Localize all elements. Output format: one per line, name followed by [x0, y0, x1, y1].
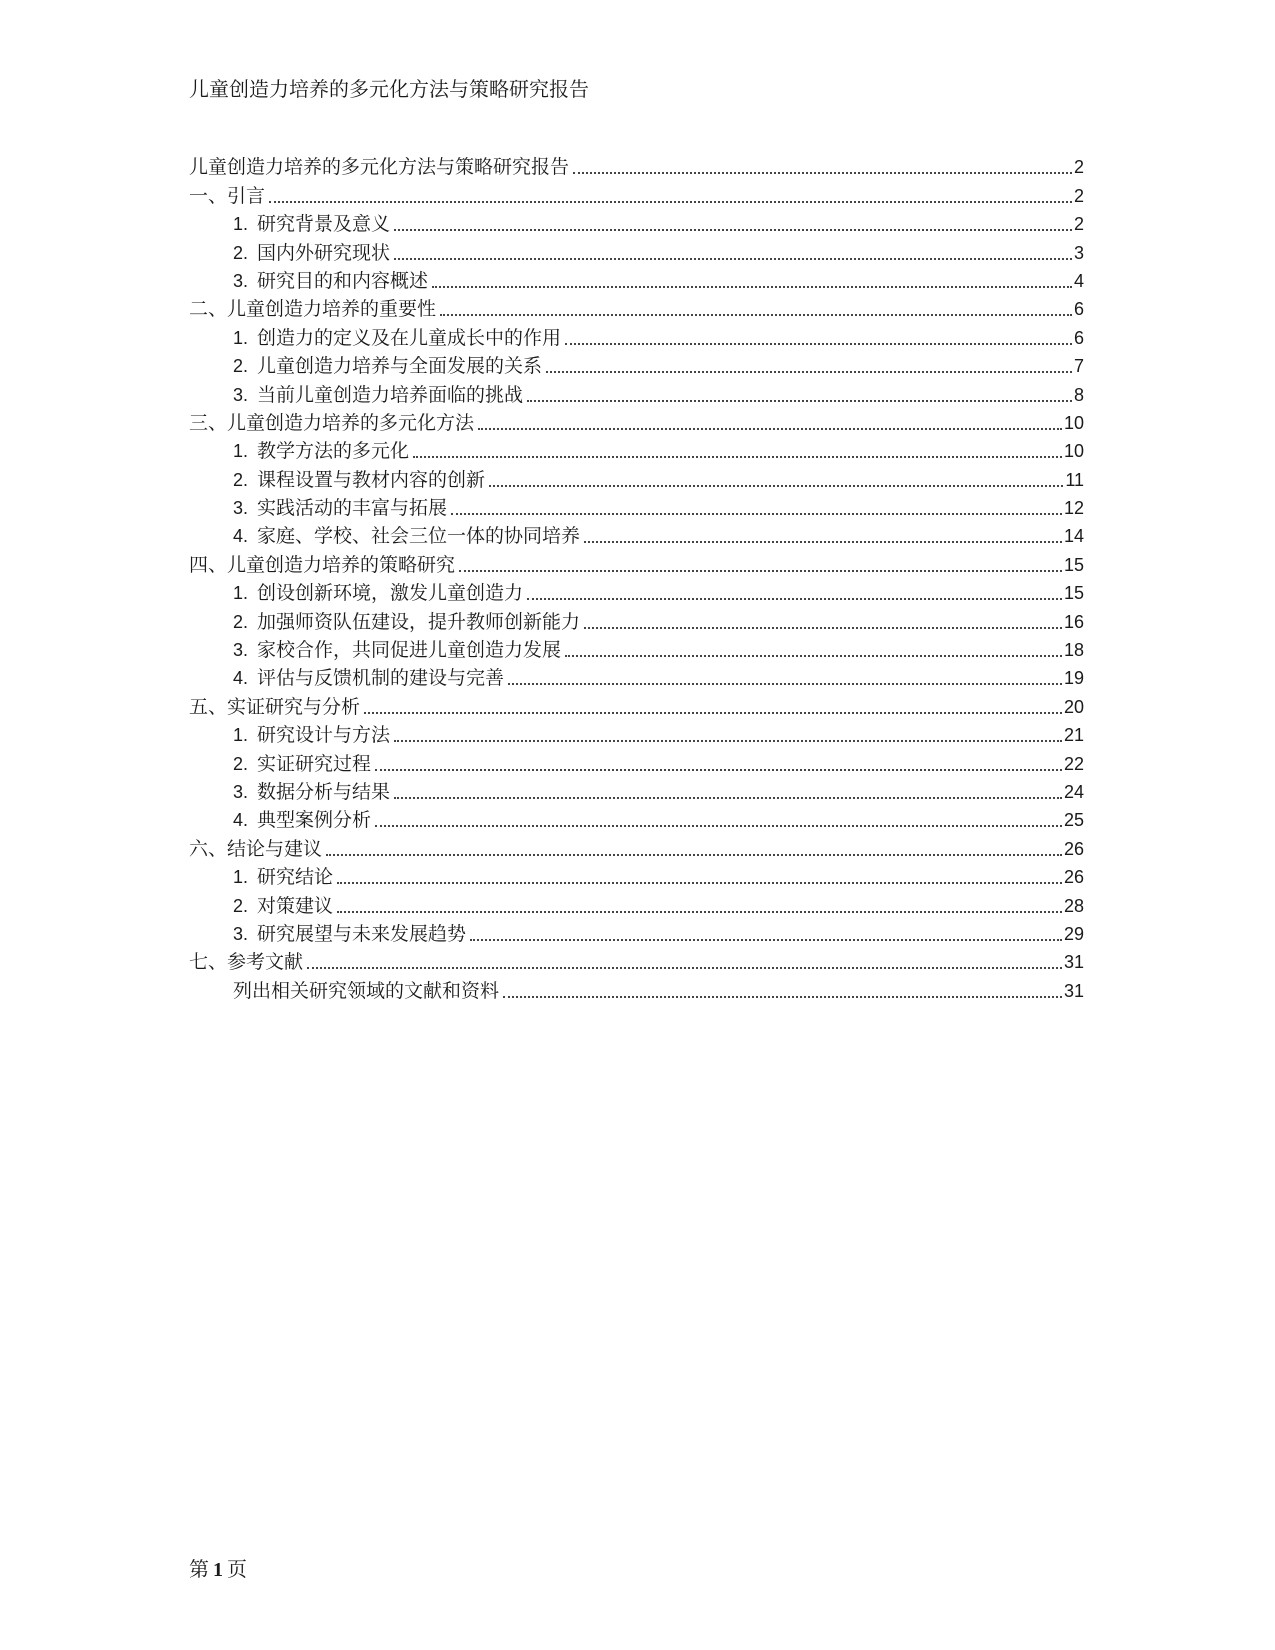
toc-entry[interactable] — [189, 578, 1084, 606]
footer-suffix: 页 — [227, 1557, 247, 1581]
toc-dot-leader — [413, 456, 1062, 458]
toc-entry[interactable] — [189, 635, 1084, 663]
toc-entry[interactable] — [189, 436, 1084, 464]
toc-dot-leader — [565, 655, 1062, 657]
toc-entry[interactable] — [189, 890, 1084, 918]
toc-entry-number: 2. — [233, 356, 249, 377]
toc-entry-number: 1. — [233, 583, 249, 604]
toc-entry-page-number: 6 — [1073, 299, 1084, 320]
toc-entry-page-number: 21 — [1063, 725, 1084, 746]
toc-entry-title: 家庭、学校、社会三位一体的协同培养 — [257, 525, 581, 548]
toc-dot-leader — [503, 996, 1062, 998]
toc-entry-title: 研究背景及意义 — [257, 213, 391, 236]
toc-entry[interactable] — [189, 975, 1084, 1003]
toc-entry-number: 2. — [233, 242, 249, 263]
toc-entry-page-number: 15 — [1063, 583, 1084, 604]
toc-entry-number: 1. — [233, 441, 249, 462]
toc-dot-leader — [394, 229, 1072, 231]
toc-dot-leader — [375, 825, 1062, 827]
toc-dot-leader — [527, 400, 1072, 402]
toc-entry-title: 实践活动的丰富与拓展 — [257, 497, 448, 520]
toc-entry-title: 研究目的和内容概述 — [257, 269, 429, 292]
toc-entry[interactable] — [189, 294, 1084, 322]
toc-entry-title: 七、参考文献 — [189, 951, 304, 974]
toc-dot-leader — [489, 485, 1063, 487]
toc-entry-number: 1. — [233, 327, 249, 348]
toc-entry-page-number: 12 — [1063, 498, 1084, 519]
toc-entry-number: 2. — [233, 469, 249, 490]
toc-entry-title: 国内外研究现状 — [257, 241, 391, 264]
toc-entry-page-number: 20 — [1063, 696, 1084, 717]
toc-entry-number: 3. — [233, 640, 249, 661]
toc-entry-number: 3. — [233, 384, 249, 405]
toc-dot-leader — [269, 201, 1072, 203]
toc-entry-page-number: 15 — [1063, 554, 1084, 575]
toc-entry-page-number: 22 — [1063, 753, 1084, 774]
toc-entry[interactable] — [189, 266, 1084, 294]
toc-dot-leader — [440, 314, 1072, 316]
document-header-title: 儿童创造力培养的多元化方法与策略研究报告 — [189, 77, 589, 101]
toc-entry-number: 2. — [233, 895, 249, 916]
toc-dot-leader — [326, 854, 1062, 856]
page-footer — [189, 1556, 247, 1583]
toc-entry-number: 2. — [233, 753, 249, 774]
toc-entry[interactable] — [189, 408, 1084, 436]
toc-entry-page-number: 26 — [1063, 867, 1084, 888]
toc-entry-page-number: 28 — [1063, 895, 1084, 916]
toc-entry-title: 对策建议 — [257, 894, 334, 917]
toc-entry[interactable] — [189, 464, 1084, 492]
toc-entry-page-number: 2 — [1073, 185, 1084, 206]
toc-entry[interactable] — [189, 805, 1084, 833]
toc-entry-number: 1. — [233, 725, 249, 746]
toc-entry-page-number: 10 — [1063, 412, 1084, 433]
toc-entry-page-number: 2 — [1073, 214, 1084, 235]
toc-entry-title: 当前儿童创造力培养面临的挑战 — [257, 383, 524, 406]
toc-dot-leader — [584, 541, 1062, 543]
toc-entry[interactable] — [189, 180, 1084, 208]
toc-entry[interactable] — [189, 493, 1084, 521]
toc-entry-number: 4. — [233, 810, 249, 831]
toc-dot-leader — [451, 513, 1062, 515]
toc-entry-title: 典型案例分析 — [257, 809, 372, 832]
toc-dot-leader — [584, 627, 1062, 629]
footer-prefix: 第 — [189, 1557, 209, 1581]
toc-dot-leader — [394, 258, 1072, 260]
toc-entry[interactable] — [189, 351, 1084, 379]
toc-entry-number: 3. — [233, 923, 249, 944]
toc-dot-leader — [337, 882, 1062, 884]
toc-entry[interactable] — [189, 777, 1084, 805]
toc-entry-page-number: 2 — [1073, 157, 1084, 178]
toc-entry-title: 儿童创造力培养的多元化方法与策略研究报告 — [189, 156, 570, 179]
toc-entry[interactable] — [189, 663, 1084, 691]
toc-entry[interactable] — [189, 919, 1084, 947]
toc-entry-page-number: 11 — [1065, 469, 1084, 490]
toc-entry-title: 教学方法的多元化 — [257, 440, 410, 463]
toc-entry-page-number: 8 — [1073, 384, 1084, 405]
toc-entry-page-number: 31 — [1063, 952, 1084, 973]
toc-dot-leader — [565, 343, 1072, 345]
toc-entry-page-number: 19 — [1063, 668, 1084, 689]
toc-entry-number: 1. — [233, 214, 249, 235]
toc-entry-number: 2. — [233, 611, 249, 632]
toc-entry-title: 创造力的定义及在儿童成长中的作用 — [257, 326, 562, 349]
toc-entry-page-number: 18 — [1063, 640, 1084, 661]
toc-dot-leader — [307, 967, 1062, 969]
toc-entry[interactable] — [189, 862, 1084, 890]
toc-dot-leader — [527, 598, 1062, 600]
toc-entry-title: 六、结论与建议 — [189, 837, 323, 860]
toc-entry-title: 三、儿童创造力培养的多元化方法 — [189, 411, 475, 434]
toc-entry-title: 五、实证研究与分析 — [189, 695, 361, 718]
toc-entry[interactable] — [189, 152, 1084, 180]
toc-entry-page-number: 16 — [1063, 611, 1084, 632]
toc-entry-number: 3. — [233, 781, 249, 802]
toc-entry-title: 四、儿童创造力培养的策略研究 — [189, 553, 456, 576]
toc-entry[interactable] — [189, 379, 1084, 407]
toc-entry-title: 研究展望与未来发展趋势 — [257, 922, 467, 945]
toc-dot-leader — [364, 712, 1062, 714]
toc-entry-page-number: 4 — [1073, 270, 1084, 291]
toc-entry-number: 1. — [233, 867, 249, 888]
toc-dot-leader — [573, 172, 1072, 174]
toc-dot-leader — [432, 286, 1072, 288]
toc-dot-leader — [459, 570, 1062, 572]
toc-entry-title: 评估与反馈机制的建设与完善 — [257, 667, 505, 690]
toc-entry[interactable] — [189, 549, 1084, 577]
footer-page-number: 1 — [213, 1559, 223, 1581]
toc-dot-leader — [394, 740, 1062, 742]
toc-entry-title: 数据分析与结果 — [257, 780, 391, 803]
toc-entry[interactable] — [189, 209, 1084, 237]
toc-entry[interactable] — [189, 748, 1084, 776]
toc-entry-number: 4. — [233, 668, 249, 689]
toc-entry-title: 创设创新环境，激发儿童创造力 — [257, 582, 524, 605]
toc-entry-page-number: 26 — [1063, 838, 1084, 859]
toc-entry-page-number: 7 — [1073, 356, 1084, 377]
toc-entry-title: 儿童创造力培养与全面发展的关系 — [257, 355, 543, 378]
toc-dot-leader — [546, 371, 1072, 373]
toc-entry[interactable] — [189, 947, 1084, 975]
toc-entry-page-number: 31 — [1063, 980, 1084, 1001]
table-of-contents — [189, 152, 1084, 1004]
toc-dot-leader — [394, 797, 1062, 799]
toc-dot-leader — [470, 939, 1062, 941]
toc-entry-page-number: 3 — [1073, 242, 1084, 263]
toc-entry-title: 研究结论 — [257, 866, 334, 889]
toc-entry-page-number: 6 — [1073, 327, 1084, 348]
toc-entry-number: 4. — [233, 526, 249, 547]
toc-dot-leader — [508, 683, 1062, 685]
toc-entry[interactable] — [189, 322, 1084, 350]
toc-dot-leader — [337, 911, 1062, 913]
toc-entry[interactable] — [189, 237, 1084, 265]
toc-entry[interactable] — [189, 521, 1084, 549]
toc-entry-page-number: 24 — [1063, 781, 1084, 802]
toc-entry[interactable] — [189, 720, 1084, 748]
toc-entry[interactable] — [189, 691, 1084, 719]
toc-entry-page-number: 29 — [1063, 923, 1084, 944]
toc-entry-page-number: 14 — [1063, 526, 1084, 547]
toc-entry-title: 实证研究过程 — [257, 752, 372, 775]
toc-entry-title: 列出相关研究领域的文献和资料 — [233, 979, 500, 1002]
toc-entry-page-number: 25 — [1063, 810, 1084, 831]
toc-entry-number: 3. — [233, 498, 249, 519]
toc-entry-number: 3. — [233, 270, 249, 291]
toc-entry-title: 课程设置与教材内容的创新 — [257, 468, 486, 491]
toc-entry-title: 一、引言 — [189, 184, 266, 207]
toc-entry-title: 家校合作，共同促进儿童创造力发展 — [257, 639, 562, 662]
toc-entry[interactable] — [189, 606, 1084, 634]
toc-entry-title: 二、儿童创造力培养的重要性 — [189, 298, 437, 321]
toc-entry-title: 研究设计与方法 — [257, 724, 391, 747]
toc-dot-leader — [478, 428, 1062, 430]
toc-entry-title: 加强师资队伍建设，提升教师创新能力 — [257, 610, 581, 633]
toc-entry-page-number: 10 — [1063, 441, 1084, 462]
toc-dot-leader — [375, 769, 1062, 771]
toc-entry[interactable] — [189, 833, 1084, 861]
